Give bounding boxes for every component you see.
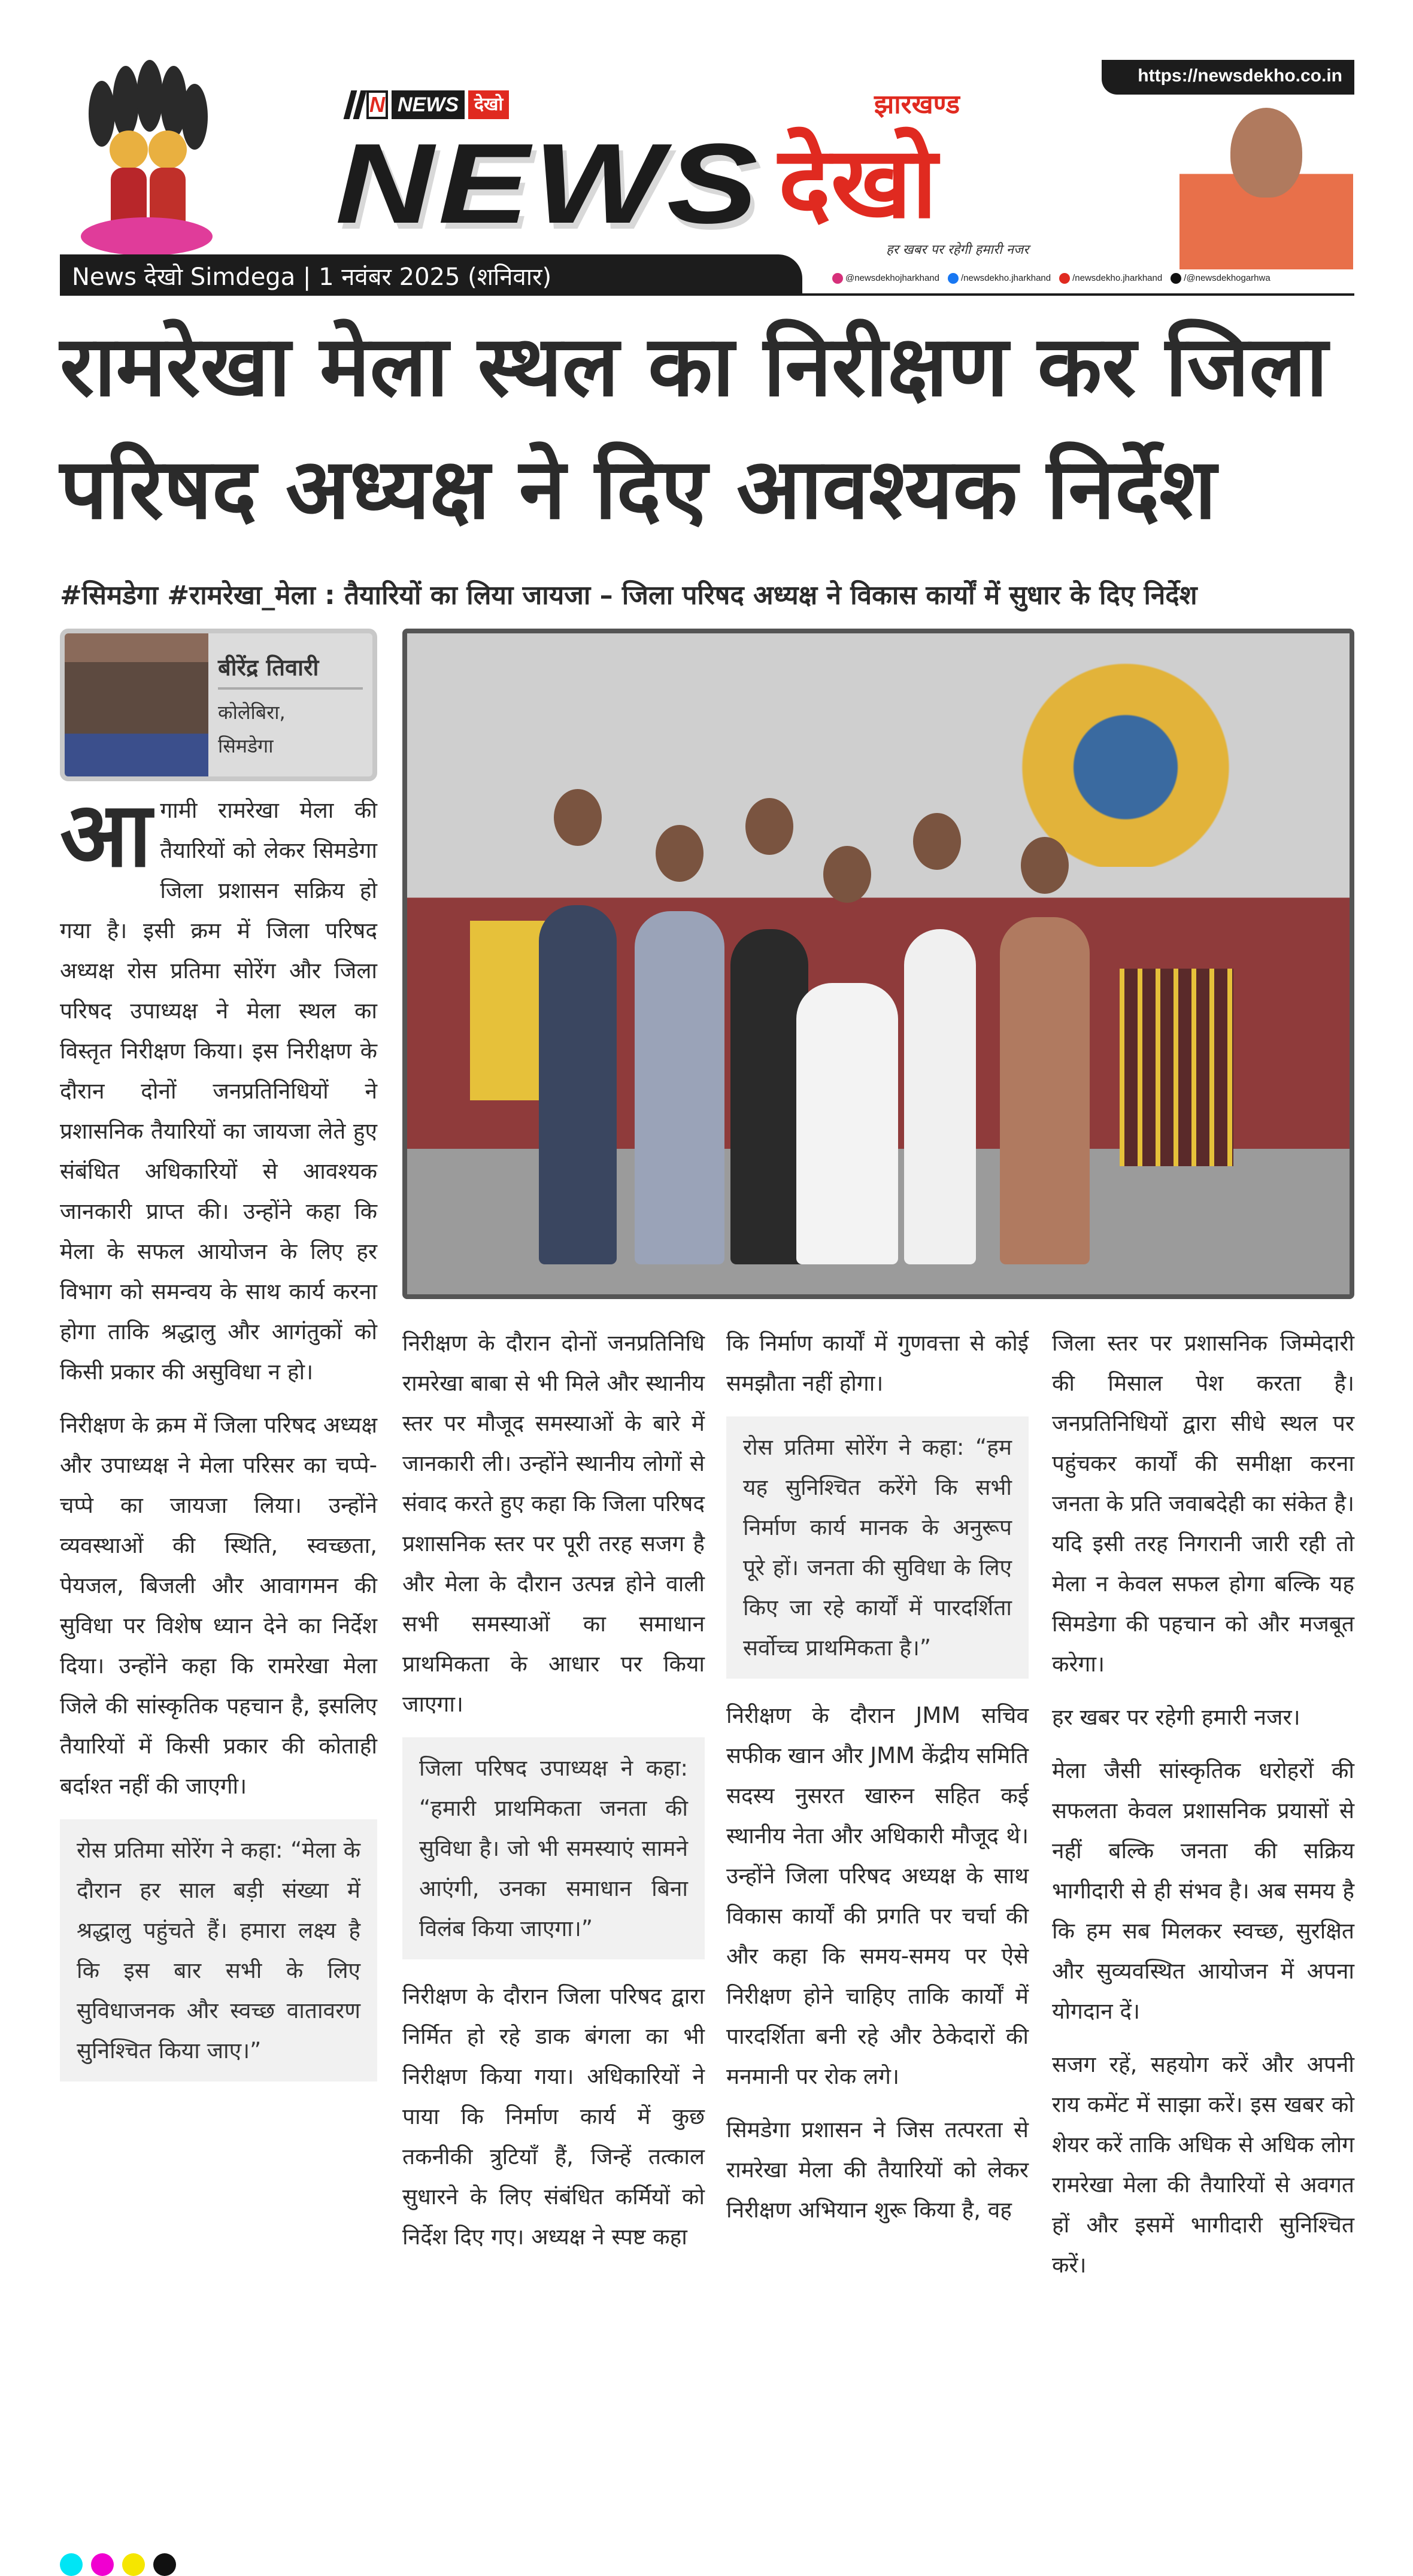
social-handle: @newsdekhojharkhand xyxy=(845,273,939,283)
article-paragraph: निरीक्षण के दौरान जिला परिषद द्वारा निर्मित हो रहे डाक बंगला का भी निरीक्षण किया गया। अधिकारियों ने पाया कि निर्माण कार्य में कुछ तकनीकी त्रुटियाँ हैं, जिन्हें तत्काल सुधारने के लिए संबंधित कर्मियों को निर्देश दिए गए। अध्यक्ष ने स्पष्ट कहा xyxy=(402,1983,705,2250)
yellow-gate xyxy=(1120,969,1233,1166)
magenta-dot xyxy=(91,2553,114,2576)
social-instagram[interactable] xyxy=(832,272,939,284)
social-handle: /newsdekho.jharkhand xyxy=(961,273,1051,283)
article-paragraph: मेला जैसी सांस्कृतिक धरोहरों की सफलता केवल प्रशासनिक प्रयासों से नहीं बल्कि जनता की सक्रिय भागीदारी से ही संभव है। अब समय है कि हम सब मिलकर स्वच्छ, सुरक्षित और सुव्यवस्थित आयोजन में अपना योगदान दें। xyxy=(1052,1758,1354,2024)
article-paragraph: सिमडेगा प्रशासन ने जिस तत्परता से रामरेखा मेला की तैयारियों को लेकर निरीक्षण अभियान शुरू किया है, वह xyxy=(726,2117,1029,2223)
article-paragraph: जिला स्तर पर प्रशासनिक जिम्मेदारी की मिसाल पेश करता है। जनप्रतिनिधियों द्वारा सीधे स्थल पर पहुंचकर कार्यों की समीक्षा करना जनता के प्रति जवाबदेही का संकेत है। यदि इसी तरह निगरानी जारी रही तो मेला न केवल सफल होगा बल्कि यह सिमडेगा की पहचान को और मजबूत करेगा। xyxy=(1052,1330,1354,1677)
author-box xyxy=(60,629,377,781)
social-handle: /@newsdekhogarhwa xyxy=(1184,273,1271,283)
instagram-icon xyxy=(832,273,843,284)
article-column-1 xyxy=(60,783,377,2098)
article-paragraph: निरीक्षण के दौरान दोनों जनप्रतिनिधि रामरेखा बाबा से भी मिले और स्थानीय स्तर पर मौजूद समस्याओं के बारे में जानकारी ली। उन्होंने स्थानीय लोगों से संवाद करते हुए कहा कि जिला परिषद प्रशासनिक स्तर पर पूरी तरह सजग है और मेला के दौरान उत्पन्न होने वाली सभी समस्याओं का समाधान प्राथमिकता के आधार पर किया जाएगा। xyxy=(402,1330,705,1717)
small-news-badge: N NEWS देखो xyxy=(347,90,509,120)
site-url[interactable]: https://newsdekho.co.in xyxy=(1102,60,1354,95)
headline-line-1: रामरेखा मेला स्थल का निरीक्षण कर जिला xyxy=(60,318,1328,415)
cyan-dot xyxy=(60,2553,83,2576)
logo-tagline: हर खबर पर रहेगी हमारी नजर xyxy=(886,242,1029,257)
author-name: बीरेंद्र तिवारी xyxy=(218,651,363,690)
article-paragraph: निरीक्षण के दौरान JMM सचिव सफीक खान और JMM केंद्रीय समिति सदस्य नुसरत खारुन सहित कई स्थानीय नेता और अधिकारी मौजूद थे। उन्होंने जिला परिषद अध्यक्ष के साथ विकास कार्यों की प्रगति पर चर्चा की और कहा कि समय-समय पर ऐसे निरीक्षण होने चाहिए ताकि कार्यों में पारदर्शिता बनी रहे और ठेकेदारों की मनमानी पर रोक लगे। xyxy=(726,1703,1029,2089)
yellow-dot xyxy=(122,2553,145,2576)
facebook-icon xyxy=(948,273,959,284)
badge-dekho-text: देखो xyxy=(468,90,509,119)
pull-quote: रोस प्रतिमा सोरेंग ने कहा: “मेला के दौरान हर साल बड़ी संख्या में श्रद्धालु पहुंचते हैं। हमारा लक्ष्य है कि इस बार सभी के लिए सुविधाजनक और स्वच्छ वातावरण सुनिश्चित किया जाए।” xyxy=(60,1819,377,2082)
logo-dekho: देखो xyxy=(778,125,938,240)
masthead-rule xyxy=(60,293,1354,296)
headline xyxy=(60,305,1365,551)
pull-quote: जिला परिषद उपाध्यक्ष ने कहा: “हमारी प्राथमिकता जनता की सुविधा है। जो भी समस्याएं सामने आएंगी, उनका समाधान बिना विलंब किया जाएगा।” xyxy=(402,1737,705,1959)
youtube-icon xyxy=(1059,273,1070,284)
editor-photo xyxy=(1179,96,1353,269)
social-handle: /newsdekho.jharkhand xyxy=(1072,273,1163,283)
article-paragraph: कि निर्माण कार्यों में गुणवत्ता से कोई समझौता नहीं होगा। xyxy=(726,1330,1029,1396)
headline-line-2: परिषद अध्यक्ष ने दिए आवश्यक निर्देश xyxy=(60,441,1217,538)
pull-quote: रोस प्रतिमा सोरेंग ने कहा: “हम यह सुनिश्चित करेंगे कि सभी निर्माण कार्य मानक के अनुरूप पूरे हों। जनता की सुविधा के लिए किए जा रहे कार्यों में पारदर्शिता सर्वोच्च प्राथमिकता है।” xyxy=(726,1416,1029,1679)
article-column-3 xyxy=(726,1323,1029,2243)
author-location: कोलेबिरा, xyxy=(218,701,286,724)
subheadline: #सिमडेगा #रामरेखा_मेला : तैयारियों का लिया जायजा – जिला परिषद अध्यक्ष ने विकास कार्यों में सुधार के दिए निर्देश xyxy=(60,580,1197,611)
social-youtube[interactable] xyxy=(1059,272,1162,284)
author-photo xyxy=(65,633,208,776)
date-bar: News देखो Simdega | 1 नवंबर 2025 (शनिवार) xyxy=(60,254,802,294)
logo-state: झारखण्ड xyxy=(874,89,960,120)
article-paragraph xyxy=(60,783,377,1392)
social-handles xyxy=(832,272,1271,284)
paragraph-text: गामी रामरेखा मेला की तैयारियों को लेकर सिमडेगा जिला प्रशासन सक्रिय हो गया है। इसी क्रम में जिला परिषद अध्यक्ष रोस प्रतिमा सोरेंग और जिला परिषद उपाध्यक्ष ने मेला स्थल का विस्तृत निरीक्षण किया। इस निरीक्षण के दौरान दोनों जनप्रतिनिधियों ने प्रशासनिक तैयारियों का जायजा लेते हुए संबंधित अधिकारियों से आवश्यक जानकारी प्राप्त की। उन्होंने कहा कि मेला के सफल आयोजन के लिए हर विभाग को समन्वय के साथ कार्य करना होगा ताकि श्रद्धालु और आगंतुकों को किसी प्रकार की असुविधा न हो। xyxy=(60,797,377,1385)
cmyk-registration-marks xyxy=(60,2553,176,2576)
black-dot xyxy=(153,2553,176,2576)
article-paragraph: निरीक्षण के क्रम में जिला परिषद अध्यक्ष और उपाध्यक्ष ने मेला परिसर का चप्पे-चप्पे का जायजा लिया। उन्होंने व्यवस्थाओं की स्थिति, स्वच्छता, पेयजल, बिजली और आवागमन की सुविधा पर विशेष ध्यान देने का निर्देश दिया। उन्होंने कहा कि रामरेखा मेला जिले की सांस्कृतिक पहचान है, इसलिए तैयारियों में किसी प्रकार की कोताही बर्दाश्त नहीं की जाएगी। xyxy=(60,1412,377,1799)
logo-news: NEWS xyxy=(335,120,762,247)
article-column-4 xyxy=(1052,1323,1354,2298)
shrine xyxy=(1006,645,1245,867)
badge-news-text: NEWS xyxy=(392,90,465,119)
deity-illustration xyxy=(66,60,228,257)
social-x[interactable] xyxy=(1171,272,1270,284)
article-paragraph: सजग रहें, सहयोग करें और अपनी राय कमेंट में साझा करें। इस खबर को शेयर करें ताकि अधिक से अधिक लोग रामरेखा मेला की तैयारियों से अवगत हों और इसमें भागीदारी सुनिश्चित करें। xyxy=(1052,2052,1354,2278)
article-photo xyxy=(402,629,1354,1299)
drop-cap: आ xyxy=(60,783,152,887)
author-district: सिमडेगा xyxy=(218,735,274,757)
x-icon xyxy=(1171,273,1181,284)
article-column-2 xyxy=(402,1323,705,2270)
article-paragraph: हर खबर पर रहेगी हमारी नजर। xyxy=(1052,1704,1300,1730)
social-facebook[interactable] xyxy=(948,272,1051,284)
